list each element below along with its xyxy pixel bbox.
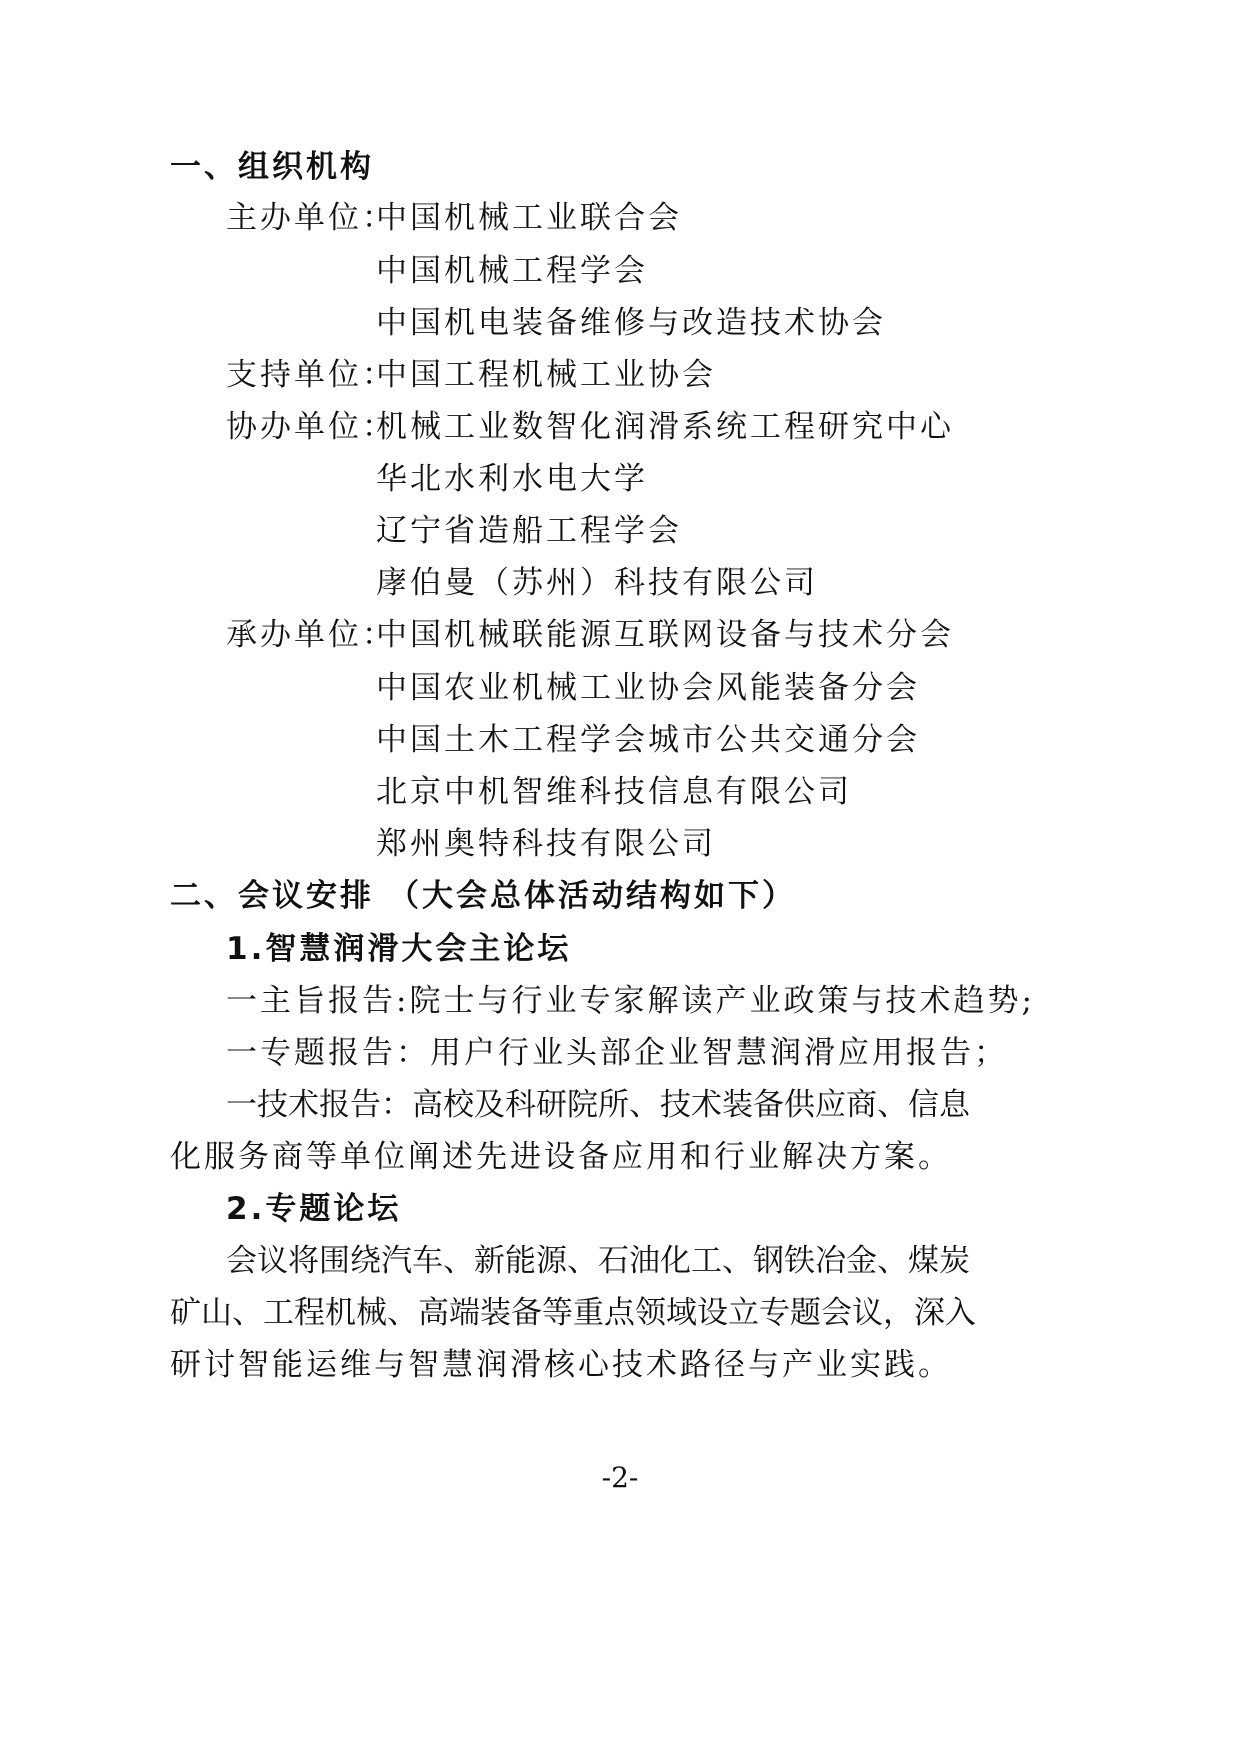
glyph: 商: [846, 1087, 877, 1123]
co-organizer-unit: 辽宁省造船工程学会: [376, 513, 682, 549]
glyph: 高: [412, 1087, 443, 1123]
co-organizer-label: 协办单位：: [226, 409, 396, 445]
glyph: 金: [846, 1243, 877, 1279]
glyph: 设: [697, 1295, 728, 1331]
subsection-2-title: 2.专题论坛: [226, 1191, 402, 1227]
glyph: 石: [598, 1243, 629, 1279]
subsection-1-title: 1.智慧润滑大会主论坛: [226, 931, 572, 967]
glyph: 领: [635, 1295, 666, 1331]
glyph: 源: [536, 1243, 567, 1279]
organizer-label: 承办单位：: [226, 617, 396, 653]
glyph: 机: [325, 1295, 356, 1331]
glyph: 、: [629, 1087, 660, 1123]
glyph: 点: [604, 1295, 635, 1331]
host-unit: 中国机电装备维修与改造技术协会: [376, 305, 886, 341]
paragraph-line: [226, 1243, 970, 1279]
glyph: 深: [914, 1295, 945, 1331]
glyph: 应: [815, 1087, 846, 1123]
glyph: 立: [728, 1295, 759, 1331]
glyph: 车: [412, 1243, 443, 1279]
glyph: 技: [257, 1087, 288, 1123]
glyph: 围: [319, 1243, 350, 1279]
paragraph-line: 研讨智能运维与智慧润滑核心技术路径与产业实践。: [170, 1347, 952, 1383]
glyph: 会: [821, 1295, 852, 1331]
glyph: 、: [443, 1243, 474, 1279]
glyph: 械: [356, 1295, 387, 1331]
glyph: 装: [722, 1087, 753, 1123]
glyph: 重: [573, 1295, 604, 1331]
glyph: 铁: [784, 1243, 815, 1279]
glyph: 高: [418, 1295, 449, 1331]
glyph: 一: [226, 1087, 257, 1123]
co-organizer-unit: 机械工业数智化润滑系统工程研究中心: [376, 409, 954, 445]
glyph: 、: [387, 1295, 418, 1331]
list-item-continuation: 化服务商等单位阐述先进设备应用和行业解决方案。: [170, 1139, 952, 1175]
support-label: 支持单位：: [226, 357, 396, 393]
organizer-unit: 中国农业机械工业协会风能装备分会: [376, 670, 920, 706]
glyph: 炭: [939, 1243, 970, 1279]
glyph: 、: [877, 1087, 908, 1123]
glyph: 告: [350, 1087, 381, 1123]
glyph: 术: [288, 1087, 319, 1123]
glyph: 术: [691, 1087, 722, 1123]
glyph: 科: [505, 1087, 536, 1123]
glyph: 域: [666, 1295, 697, 1331]
glyph: 报: [319, 1087, 350, 1123]
organizer-unit: 中国机械联能源互联网设备与技术分会: [376, 617, 954, 653]
co-organizer-unit: 庨伯曼（苏州）科技有限公司: [376, 565, 818, 601]
glyph: 化: [660, 1243, 691, 1279]
co-organizer-unit: 华北水利水电大学: [376, 461, 648, 497]
glyph: 议: [852, 1295, 883, 1331]
glyph: 装: [480, 1295, 511, 1331]
page-number: -2-: [601, 1461, 639, 1494]
glyph: 绕: [350, 1243, 381, 1279]
glyph: 校: [443, 1087, 474, 1123]
glyph: 将: [288, 1243, 319, 1279]
glyph: ，: [883, 1295, 914, 1331]
glyph: 入: [945, 1295, 976, 1331]
list-item: [226, 1087, 970, 1123]
glyph: 议: [257, 1243, 288, 1279]
glyph: 技: [660, 1087, 691, 1123]
glyph: 题: [790, 1295, 821, 1331]
host-unit: 中国机械工业联合会: [376, 200, 682, 236]
organizer-unit: 中国土木工程学会城市公共交通分会: [376, 722, 920, 758]
glyph: 矿: [170, 1295, 201, 1331]
glyph: 工: [691, 1243, 722, 1279]
support-unit: 中国工程机械工业协会: [376, 357, 716, 393]
glyph: 等: [542, 1295, 573, 1331]
host-unit: 中国机械工程学会: [376, 253, 648, 289]
glyph: 钢: [753, 1243, 784, 1279]
glyph: 冶: [815, 1243, 846, 1279]
section-2-heading: [170, 878, 796, 914]
glyph: 、: [232, 1295, 263, 1331]
glyph: 信: [908, 1087, 939, 1123]
glyph: 会: [226, 1243, 257, 1279]
glyph: 能: [505, 1243, 536, 1279]
glyph: 、: [877, 1243, 908, 1279]
section-2-heading-text: 二、会议安排: [170, 878, 374, 914]
glyph: 油: [629, 1243, 660, 1279]
glyph: 专: [759, 1295, 790, 1331]
glyph: 研: [536, 1087, 567, 1123]
glyph: 、: [567, 1243, 598, 1279]
glyph: 山: [201, 1295, 232, 1331]
glyph: 供: [784, 1087, 815, 1123]
glyph: 、: [722, 1243, 753, 1279]
glyph: ：: [381, 1087, 412, 1123]
glyph: 备: [511, 1295, 542, 1331]
paragraph-line: [170, 1295, 976, 1331]
section-2-heading-note: （大会总体活动结构如下）: [388, 878, 796, 914]
glyph: 工: [263, 1295, 294, 1331]
organizer-unit: 北京中机智维科技信息有限公司: [376, 774, 852, 810]
glyph: 备: [753, 1087, 784, 1123]
glyph: 程: [294, 1295, 325, 1331]
glyph: 所: [598, 1087, 629, 1123]
glyph: 汽: [381, 1243, 412, 1279]
list-item: 一主旨报告:院士与行业专家解读产业政策与技术趋势;: [226, 983, 1035, 1019]
host-label: 主办单位：: [226, 200, 396, 236]
section-1-heading: 一、组织机构: [170, 149, 374, 185]
glyph: 息: [939, 1087, 970, 1123]
list-item: 一专题报告：用户行业头部企业智慧润滑应用报告；: [226, 1035, 1008, 1071]
glyph: 院: [567, 1087, 598, 1123]
glyph: 新: [474, 1243, 505, 1279]
organizer-unit: 郑州奥特科技有限公司: [376, 826, 716, 862]
glyph: 及: [474, 1087, 505, 1123]
glyph: 煤: [908, 1243, 939, 1279]
glyph: 端: [449, 1295, 480, 1331]
